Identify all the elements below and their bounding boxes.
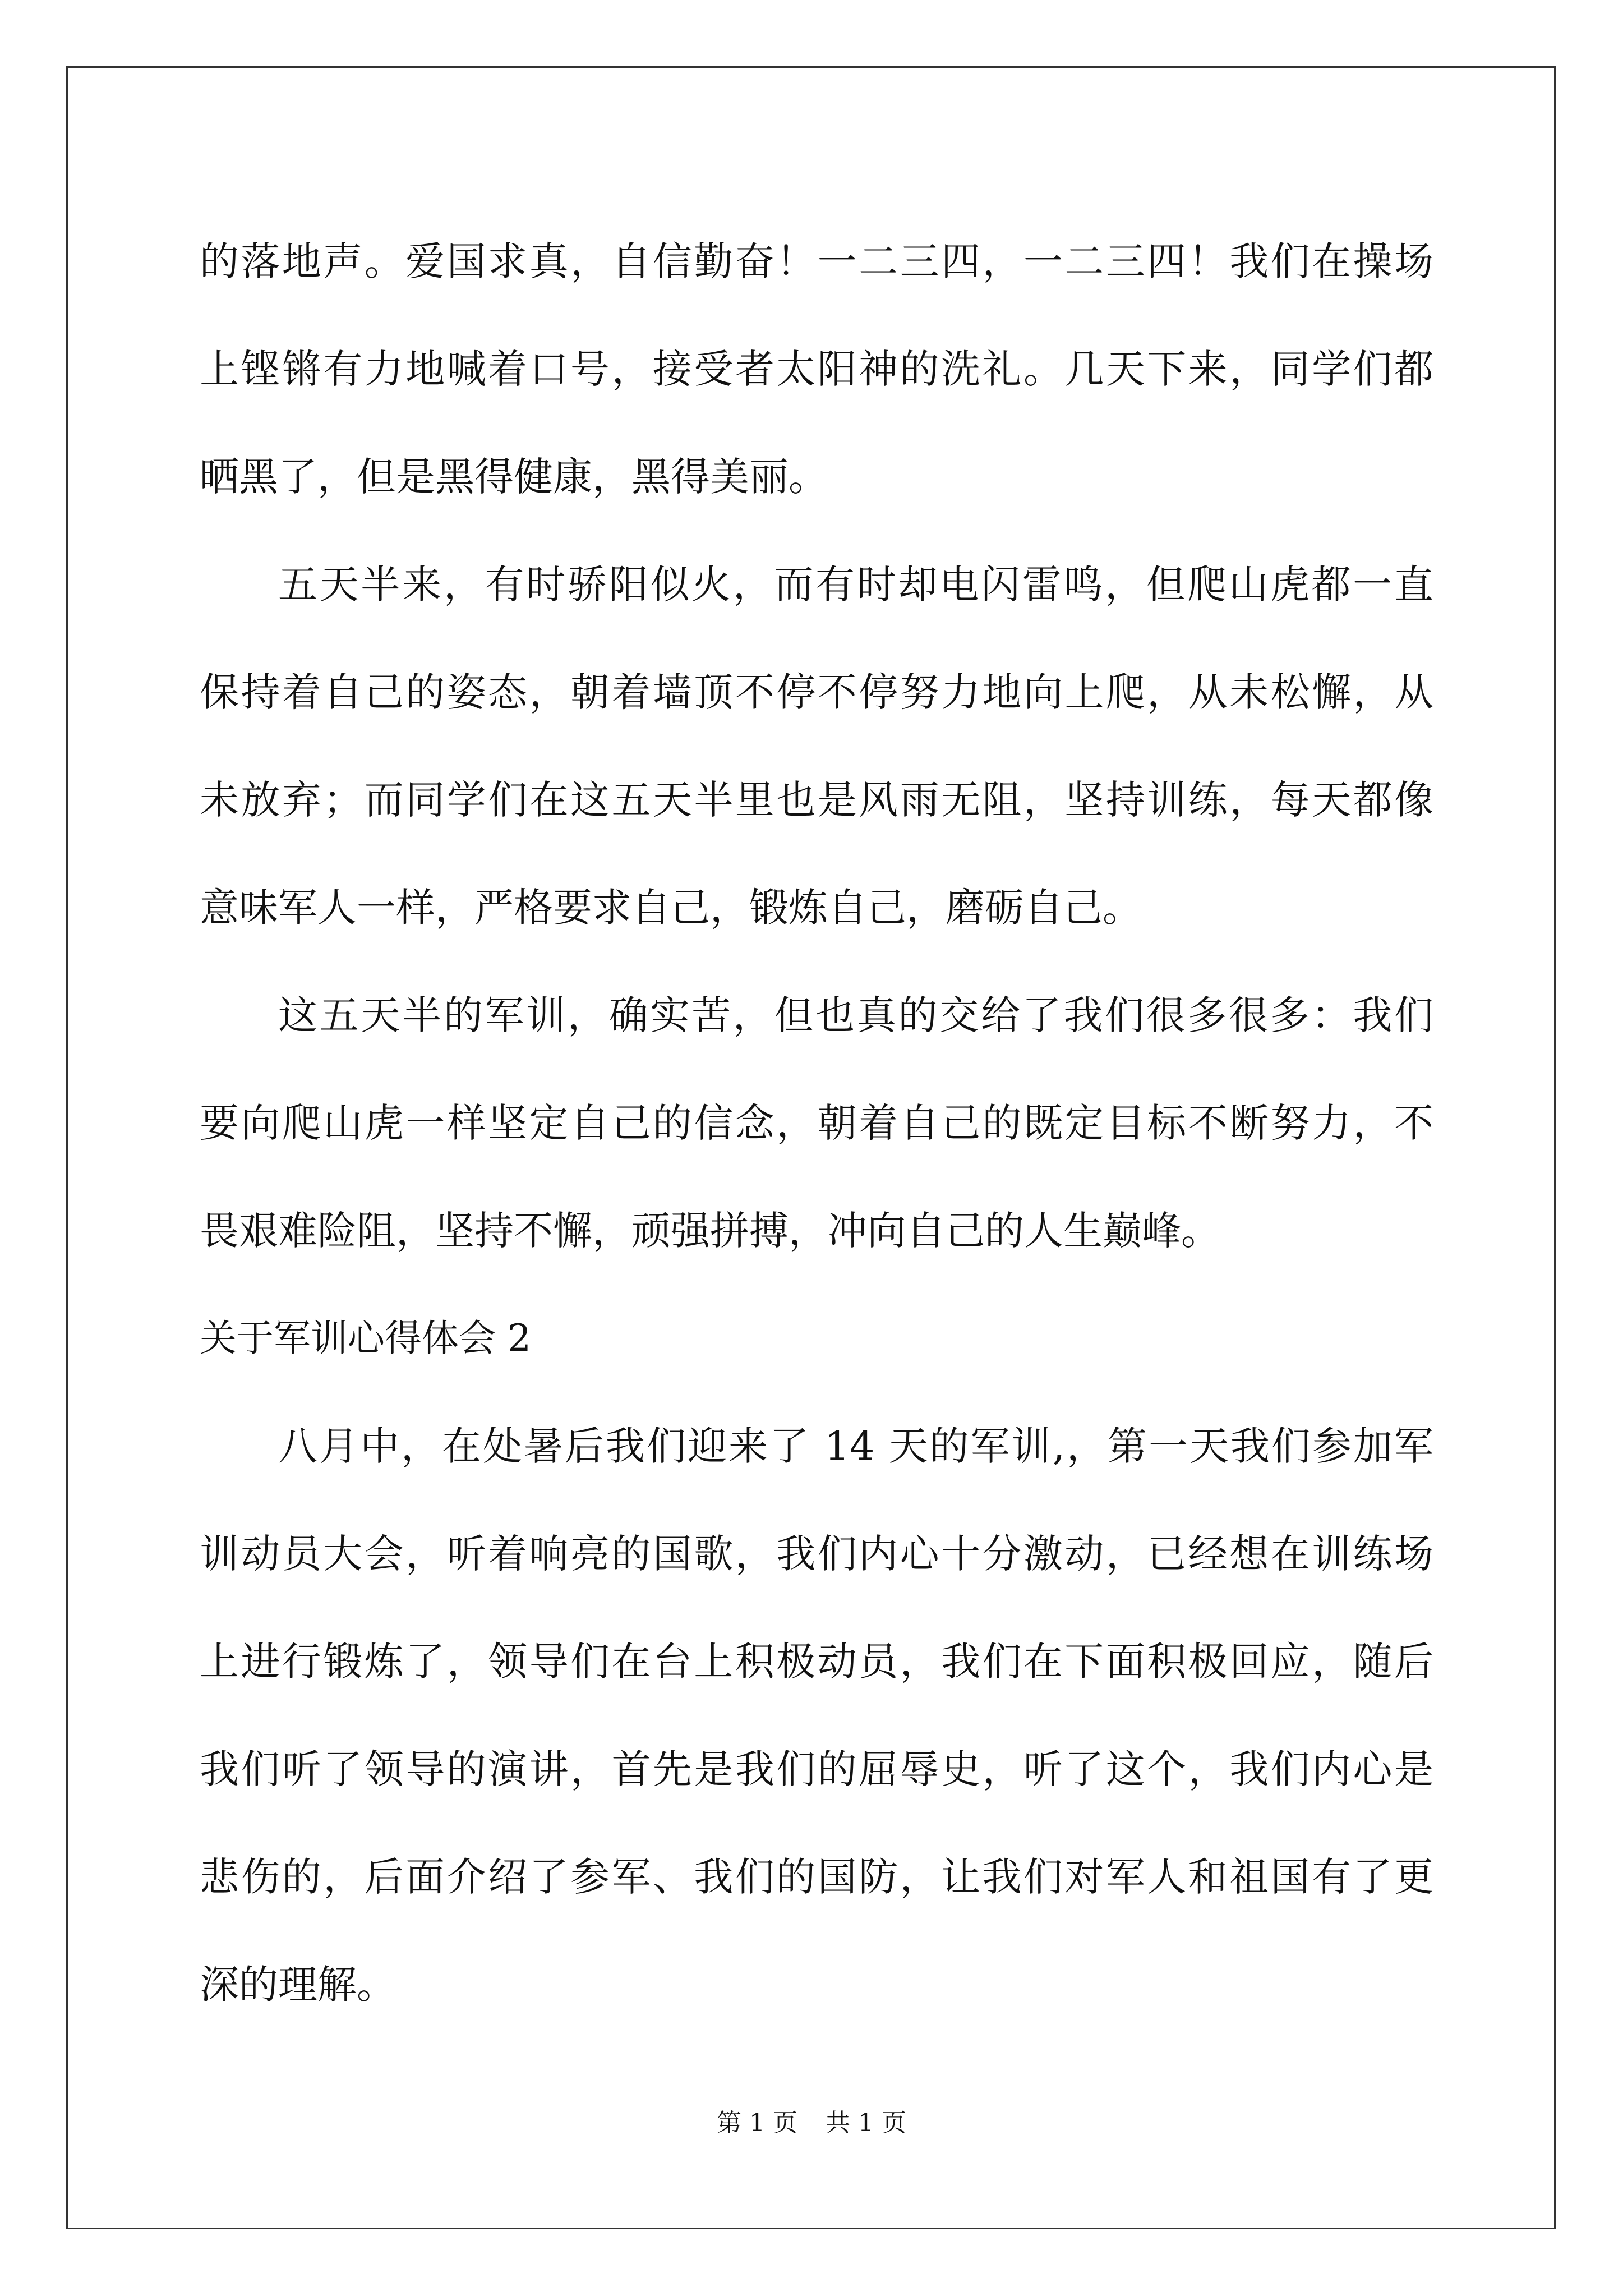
- text-line: 八月中，在处暑后我们迎来了 14 天的军训,，第一天我们参加军: [278, 1423, 1433, 1469]
- section-heading: 关于军训心得体会 2: [200, 1317, 531, 1360]
- text-line: 晒黑了，但是黑得健康，黑得美丽。: [200, 454, 828, 500]
- text-line: 要向爬山虎一样坚定自己的信念，朝着自己的既定目标不断努力，不: [200, 1100, 1433, 1146]
- text-line: 意味军人一样，严格要求自己，锻炼自己，磨砺自己。: [200, 885, 1142, 931]
- document-body: [200, 208, 1433, 2039]
- page-number-current: 第 1 页: [717, 2109, 797, 2137]
- paragraph-block-2: [200, 1392, 1433, 2039]
- page-number-total: 共 1 页: [826, 2109, 906, 2137]
- text-line: 保持着自己的姿态，朝着墙顶不停不停努力地向上爬，从未松懈，从: [200, 669, 1433, 715]
- text-line: 我们听了领导的演讲，首先是我们的屈辱史，听了这个，我们内心是: [200, 1746, 1433, 1792]
- text-line: 深的理解。: [200, 1962, 396, 2008]
- text-line: 训动员大会，听着响亮的国歌，我们内心十分激动，已经想在训练场: [200, 1531, 1433, 1577]
- text-line: 上铿锵有力地喊着口号，接受者太阳神的洗礼。几天下来，同学们都: [200, 346, 1433, 392]
- text-line: 上进行锻炼了，领导们在台上积极动员，我们在下面积极回应，随后: [200, 1639, 1433, 1685]
- text-line: 悲伤的，后面介绍了参军、我们的国防，让我们对军人和祖国有了更: [200, 1854, 1433, 1900]
- text-line: 的落地声。爱国求真，自信勤奋！一二三四，一二三四！我们在操场: [200, 238, 1433, 284]
- text-line: 五天半来，有时骄阳似火，而有时却电闪雷鸣，但爬山虎都一直: [278, 562, 1433, 608]
- page-footer: [0, 2102, 1623, 2138]
- text-line: 这五天半的军训，确实苦，但也真的交给了我们很多很多：我们: [278, 992, 1433, 1038]
- text-line: 畏艰难险阻，坚持不懈，顽强拼搏，冲向自己的人生巅峰。: [200, 1208, 1220, 1254]
- text-line: 未放弃；而同学们在这五天半里也是风雨无阻，坚持训练，每天都像: [200, 777, 1433, 823]
- paragraph-block-1: [200, 208, 1433, 1285]
